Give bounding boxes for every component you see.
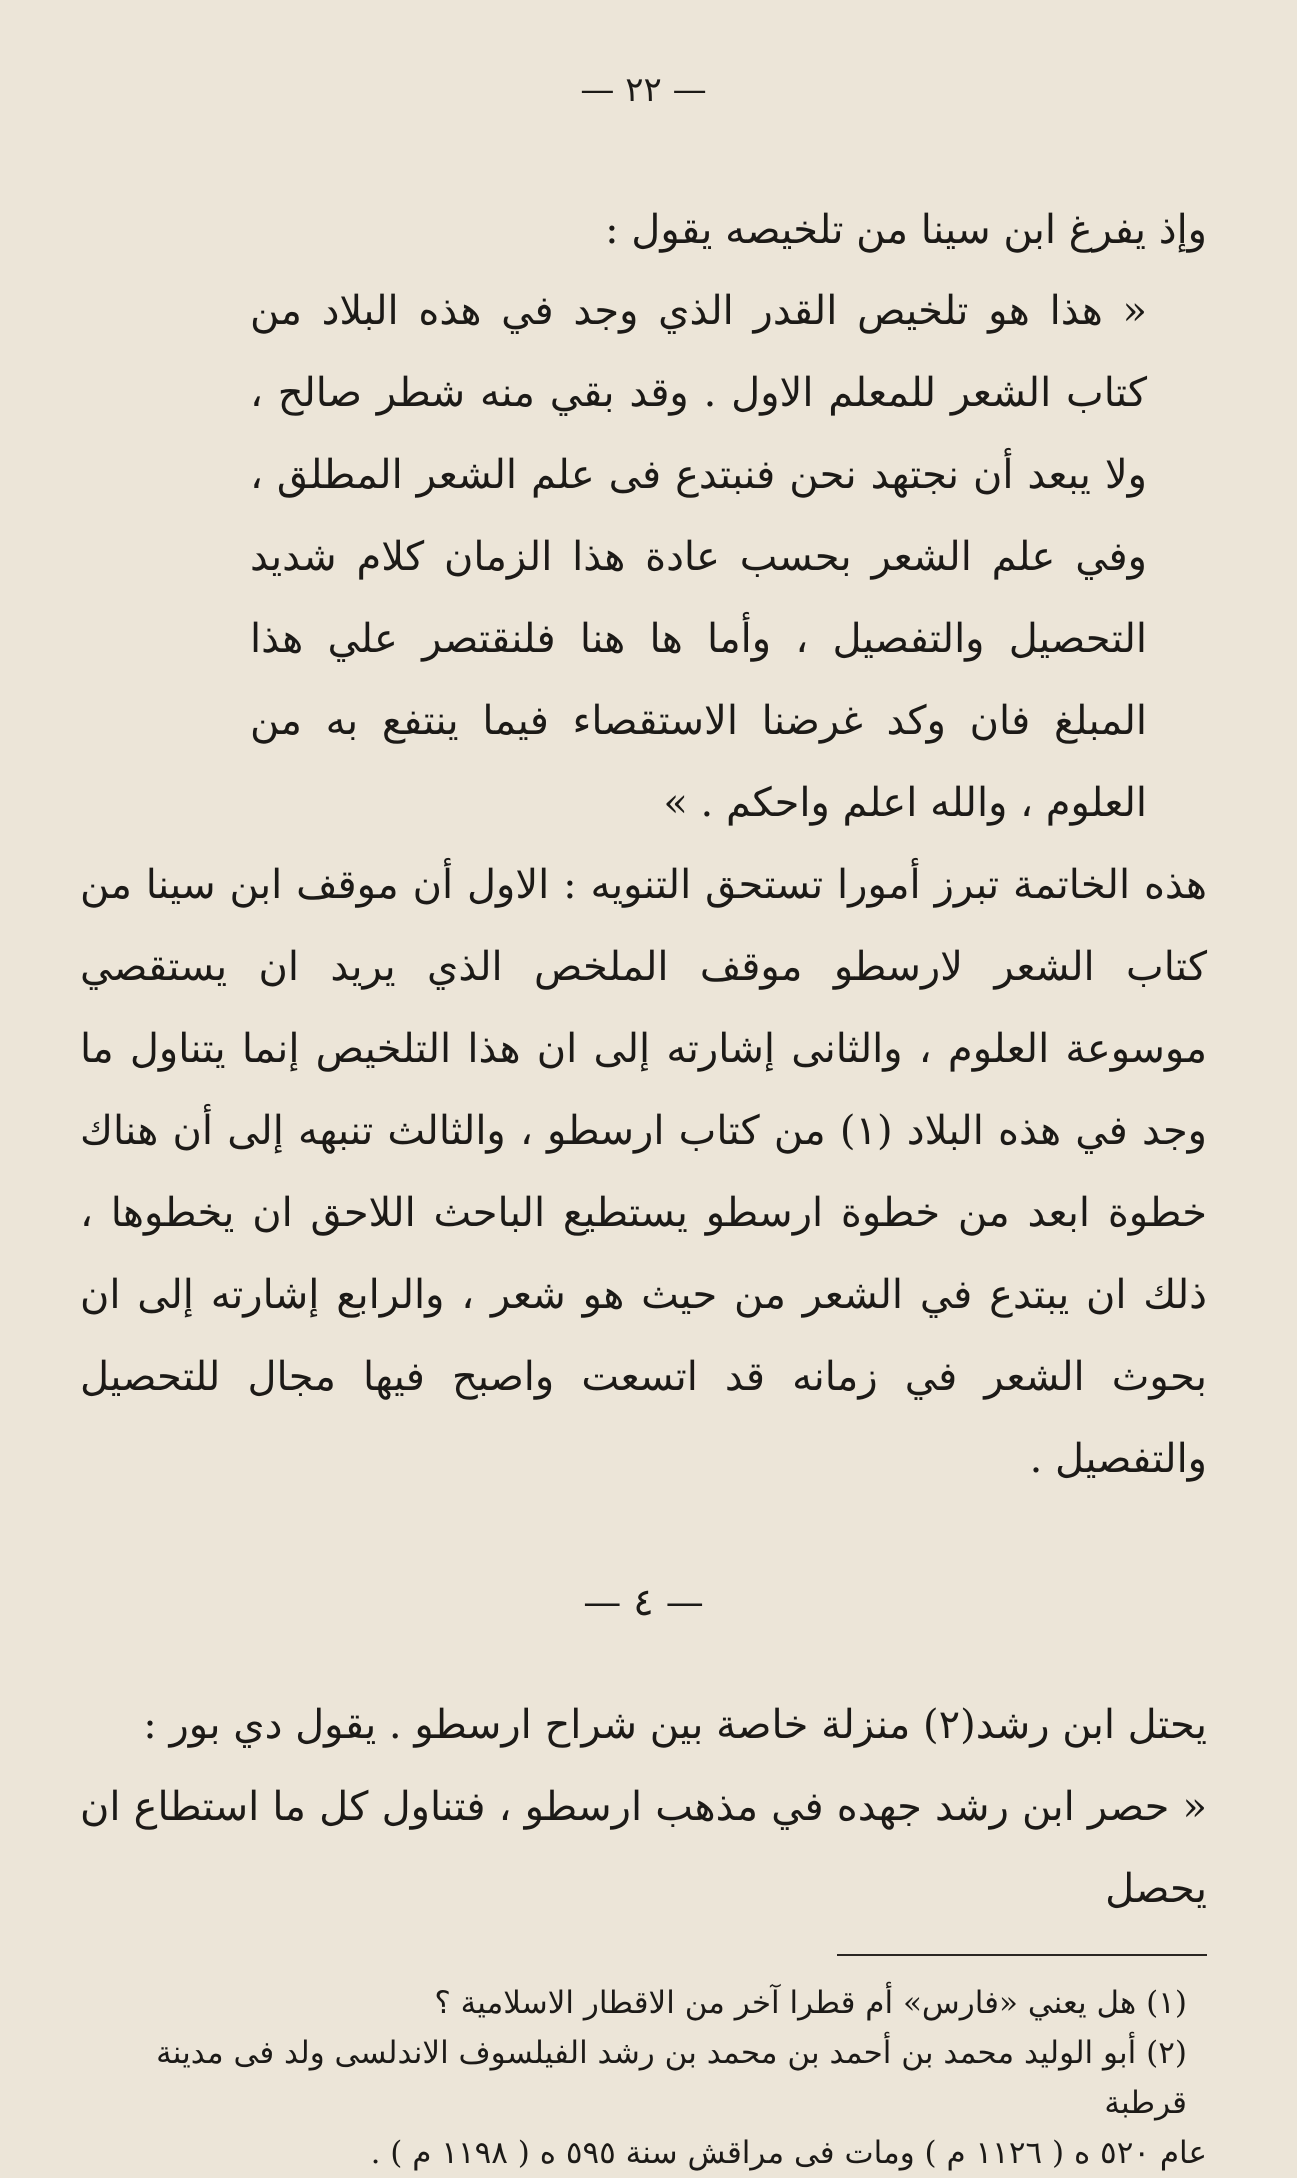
footnote-divider (837, 1954, 1207, 1956)
footnote-2-line-1: (٢) أبو الوليد محمد بن أحمد بن محمد بن رشد الفيلسوف الاندلسى ولد فى مدينة قرطبة (156, 2035, 1187, 2121)
paragraph-1: هذه الخاتمة تبرز أمورا تستحق التنويه : الاول أن موقف ابن سينا من كتاب الشعر لارسطو موقف الملخص الذي يريد ان يستقصي موسوعة العلوم ، والثانى إشارته إلى ان هذا التلخيص إنما يتناول ما وجد في هذه البلاد (١) من كتاب ارسطو ، والثالث تنبهه إلى أن هناك خطوة ابعد من خطوة ارسطو يستطيع الباحث اللاحق ان يخطوها ، ذلك ان يبتدع في الشعر من حيث هو شعر ، والرابع إشارته إلى ان بحوث الشعر في زمانه قد اتسعت واصبح فيها مجال للتحصيل والتفصيل . (80, 862, 1207, 1482)
block-quote: « هذا هو تلخيص القدر الذي وجد في هذه البلاد من كتاب الشعر للمعلم الاول . وقد بقي منه شطر صالح ، ولا يبعد أن نجتهد نحن فنبتدع فى علم الشعر المطلق ، وفي علم الشعر بحسب عادة هذا الزمان كلام شديد التحصيل والتفصيل ، وأما ها هنا فلنقتصر علي هذا المبلغ فان وكد غرضنا الاستقصاء فيما ينتفع به من العلوم ، والله اعلم واحكم . » (250, 288, 1148, 826)
section-number: — ٤ — (583, 1580, 704, 1624)
footnote-2-line-2: عام ٥٢٠ ه ( ١١٢٦ م ) ومات فى مراقش سنة ٥٩٥ ه ( ١١٩٨ م ) . (370, 2135, 1207, 2171)
paragraph-2-line-1: يحتل ابن رشد(٢) منزلة خاصة بين شراح ارسطو . يقول دي بور : (143, 1702, 1207, 1748)
page-number: — ٢٢ — (580, 70, 707, 110)
intro-line: وإذ يفرغ ابن سينا من تلخيصه يقول : (605, 207, 1207, 253)
paragraph-2-line-2: « حصر ابن رشد جهده في مذهب ارسطو ، فتناول كل ما استطاع ان يحصل (80, 1784, 1207, 1912)
footnote-1: (١) هل يعني «فارس» أم قطرا آخر من الاقطار الاسلامية ؟ (434, 1985, 1187, 2021)
